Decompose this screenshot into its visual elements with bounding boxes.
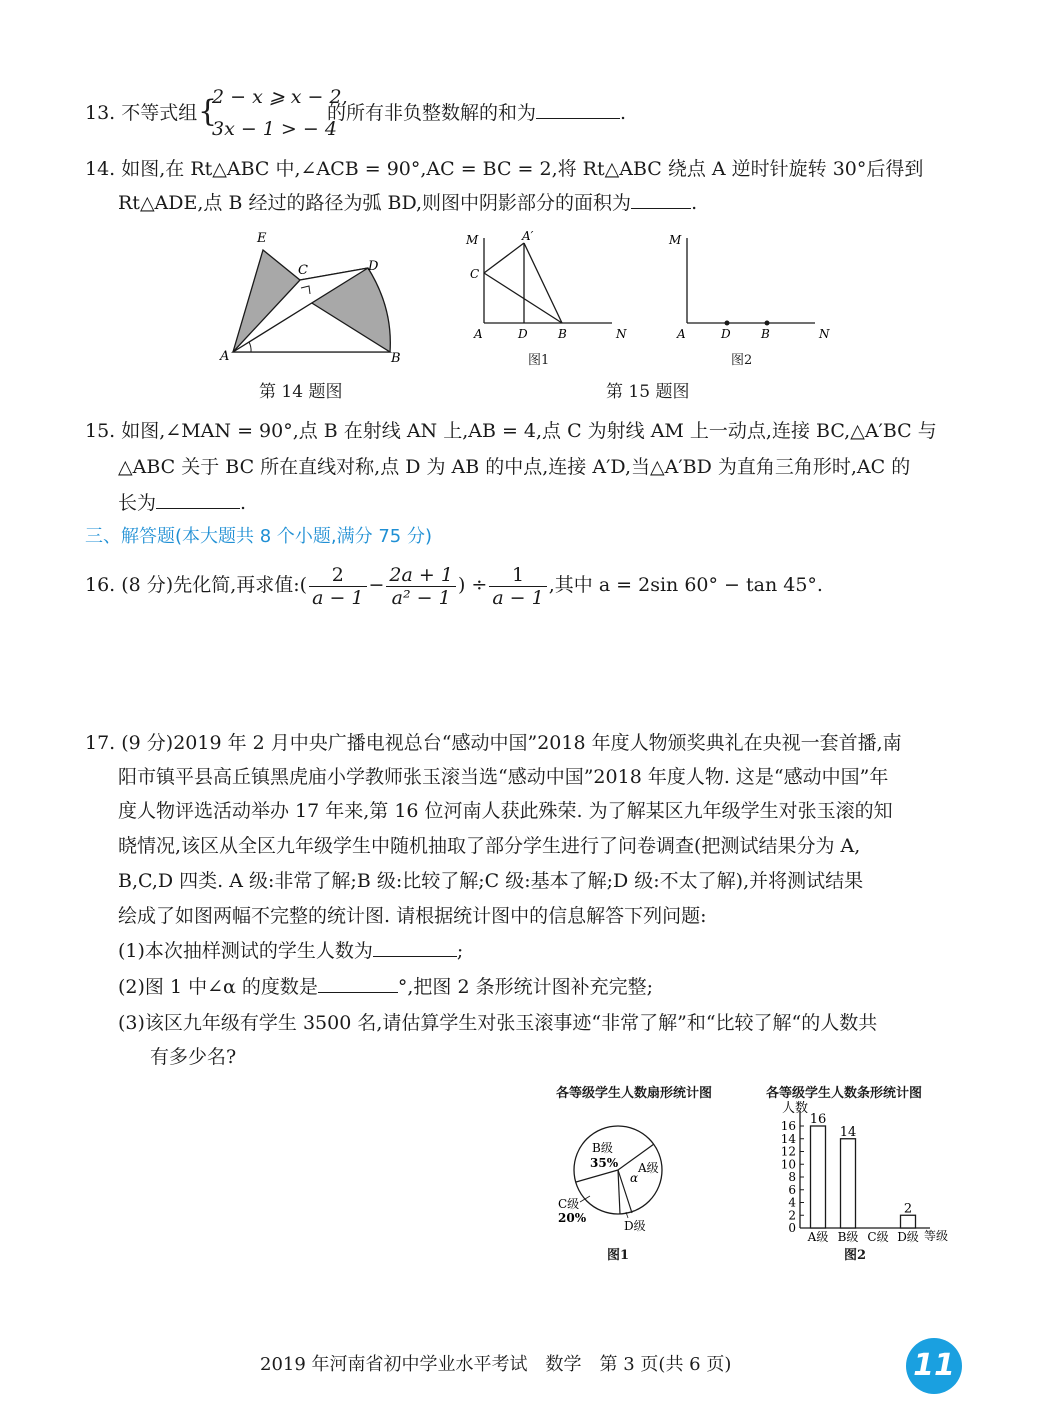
q15-text-1: 如图,∠MAN = 90°,点 B 在射线 AN 上,AB = 4,点 C 为射线 AM 上一动点,连接 BC,△A′BC 与 xyxy=(121,420,937,442)
q14-line-2 xyxy=(118,190,697,216)
bar-chart-bars xyxy=(810,1112,916,1228)
fig15-fig2-caption: 图2 xyxy=(731,353,753,368)
bar-data-label-2: 14 xyxy=(839,1124,857,1140)
fig14-label-B: B xyxy=(391,351,401,366)
x-category-label-1: A级 xyxy=(807,1230,829,1244)
footer-text: 2019 年河南省初中学业水平考试 数学 第 3 页(共 6 页) xyxy=(260,1354,732,1375)
y-tick-label: 16 xyxy=(780,1119,796,1133)
pie-chart xyxy=(550,1112,700,1232)
q17-line-2: 阳市镇平县高丘镇黑虎庙小学教师张玉滚当选“感动中国”2018 年度人物. 这是“感动中国”年 xyxy=(118,766,889,788)
fig15-1-label-D: D xyxy=(518,327,528,341)
fraction-2 xyxy=(386,564,456,609)
fraction-2-denominator: a² − 1 xyxy=(391,586,451,609)
brace: { xyxy=(198,94,218,129)
fig15-2-label-N: N xyxy=(819,327,830,341)
y-tick-label: 6 xyxy=(788,1182,796,1197)
q13-line xyxy=(85,100,197,126)
fig15-2-label-D: D xyxy=(721,327,731,341)
pie-label-B-pct: 35% xyxy=(590,1156,619,1170)
q17-sub-1 xyxy=(118,938,463,964)
fig15-1-label-C: C xyxy=(470,267,480,281)
fraction-1-denominator: a − 1 xyxy=(312,586,364,609)
y-tick-label: 8 xyxy=(788,1170,796,1184)
q13-suffix-text: 的所有非负整数解的和为 xyxy=(327,102,537,124)
x-category-label-4: D级 xyxy=(897,1230,919,1244)
q17-sub-3-line-1: (3)该区九年级有学生 3500 名,请估算学生对张玉滚事迹“非常了解”和“比较了解“的人数共 xyxy=(118,1012,878,1034)
q13-number: 13. xyxy=(85,102,116,124)
bar-2 xyxy=(841,1139,856,1228)
q17-line-4: 晓情况,该区从全区九年级学生中随机抽取了部分学生进行了问卷调查(把测试结果分为 A, xyxy=(118,835,861,857)
q17-line-6: 绘成了如图两幅不完整的统计图. 请根据统计图中的信息解答下列问题: xyxy=(118,905,707,927)
pie-label-D: D级 xyxy=(624,1219,646,1232)
pie-label-alpha: α xyxy=(630,1171,639,1185)
bar-chart-xlabels xyxy=(807,1230,919,1244)
figure-15-1 xyxy=(462,228,637,353)
fig15-fig1-caption: 图1 xyxy=(528,353,550,368)
q14-text-2: Rt△ADE,点 B 经过的路径为弧 BD,则图中阴影部分的面积为 xyxy=(118,192,632,214)
fig15-1-label-M: M xyxy=(466,233,479,247)
fraction-2-numerator: 2a + 1 xyxy=(386,564,456,587)
y-tick-label: 2 xyxy=(788,1208,796,1223)
fig15-1-label-B: B xyxy=(558,327,567,341)
y-tick-label: 0 xyxy=(788,1221,796,1235)
y-tick-label: 12 xyxy=(780,1144,796,1159)
y-tick-label: 4 xyxy=(788,1195,796,1210)
fig15-1-label-N: N xyxy=(616,327,627,341)
q17-sub-2-text-b: °,把图 2 条形统计图补充完整; xyxy=(397,976,653,998)
fig14-label-D: D xyxy=(368,259,379,274)
q15-end: . xyxy=(240,492,247,514)
minus-sign: − xyxy=(368,574,385,596)
fig15-2-label-A: A xyxy=(677,327,686,341)
page-number-badge: 11 xyxy=(906,1338,962,1394)
q16-line xyxy=(85,560,823,610)
fig14-caption: 第 14 题图 xyxy=(259,382,343,402)
q17-sub-1-text: (1)本次抽样测试的学生人数为 xyxy=(118,940,373,962)
fraction-3-denominator: a − 1 xyxy=(492,586,544,609)
y-tick-label: 10 xyxy=(780,1157,796,1172)
bar-chart-xlabel: 等级 xyxy=(924,1229,949,1243)
q17-text-1: (9 分)2019 年 2 月中央广播电视总台“感动中国”2018 年度人物颁奖典礼在央视一套首播,南 xyxy=(121,732,902,754)
q16-suffix: ,其中 a = 2sin 60° − tan 45°. xyxy=(548,574,823,596)
q17-line-3: 度人物评选活动举办 17 年来,第 16 位河南人获此殊荣. 为了解某区九年级学生对张玉滚的知 xyxy=(118,800,893,822)
fig15-1-label-A-prime: A′ xyxy=(522,229,534,243)
q17-line-5: B,C,D 四类. A 级:非常了解;B 级:比较了解;C 级:基本了解;D 级:不太了解),并将测试结果 xyxy=(118,870,864,892)
bar-4 xyxy=(901,1215,916,1228)
q14-line-1 xyxy=(85,156,923,182)
pie-label-B: B级 xyxy=(592,1141,613,1155)
x-category-label-2: B级 xyxy=(837,1230,859,1244)
q17-sub-3-line-2: 有多少名? xyxy=(150,1046,237,1068)
q17-number: 17. xyxy=(85,732,116,754)
q13-end: . xyxy=(620,102,627,124)
q15-text-2: △ABC 关于 BC 所在直线对称,点 D 为 AB 的中点,连接 A′D,当△A′BD 为直角三角形时,AC 的 xyxy=(118,456,911,478)
q14-answer-blank[interactable] xyxy=(631,190,691,209)
bar-chart-caption: 图2 xyxy=(844,1248,867,1263)
inequality-2: 3x − 1 > − 4 xyxy=(212,118,337,140)
bar-1 xyxy=(811,1126,826,1228)
q17-sub-1-end: ; xyxy=(456,940,464,962)
fraction-3 xyxy=(489,564,546,609)
fig15-2-label-M: M xyxy=(669,233,682,247)
pie-chart-caption: 图1 xyxy=(607,1248,630,1263)
q13-prefix: 不等式组 xyxy=(121,102,198,124)
bar-chart-ylabel: 人数 xyxy=(782,1101,809,1116)
q15-line-2 xyxy=(118,454,910,480)
fig14-label-A: A xyxy=(220,349,230,364)
q17-sub-2-text-a: (2)图 1 中∠α 的度数是 xyxy=(118,976,318,998)
fig15-2-label-B: B xyxy=(761,327,770,341)
q16-prefix: (8 分)先化简,再求值:( xyxy=(121,574,308,596)
q17-sub-2-blank[interactable] xyxy=(318,974,398,993)
q15-number: 15. xyxy=(85,420,116,442)
x-category-label-3: C级 xyxy=(867,1230,889,1244)
q15-line-3 xyxy=(118,490,246,516)
q17-line-1 xyxy=(85,730,902,756)
division-sign: ) ÷ xyxy=(457,574,488,596)
bar-data-label-4: 2 xyxy=(903,1201,913,1217)
fig14-label-E: E xyxy=(257,231,267,246)
fraction-3-numerator: 1 xyxy=(489,564,546,587)
bar-chart xyxy=(760,1098,970,1244)
y-tick-label: 14 xyxy=(780,1131,796,1146)
q15-line-1 xyxy=(85,418,937,444)
q14-end: . xyxy=(691,192,698,214)
pie-label-A: A级 xyxy=(638,1161,659,1175)
fig15-1-label-A: A xyxy=(474,327,483,341)
pie-label-C-pct: 20% xyxy=(558,1211,587,1225)
q13-suffix xyxy=(327,100,626,126)
q16-number: 16. xyxy=(85,574,116,596)
q15-text-3: 长为 xyxy=(118,492,157,514)
q15-answer-blank[interactable] xyxy=(156,490,240,509)
q17-sub-1-blank[interactable] xyxy=(373,938,457,957)
inequality-1: 2 − x ⩾ x − 2, xyxy=(212,86,348,108)
fraction-1-numerator: 2 xyxy=(309,564,366,587)
pie-chart-title: 各等级学生人数扇形统计图 xyxy=(556,1086,713,1101)
q17-sub-2 xyxy=(118,974,653,1000)
section-heading: 三、解答题(本大题共 8 个小题,满分 75 分) xyxy=(85,526,433,547)
fraction-1 xyxy=(309,564,366,609)
fig15-caption: 第 15 题图 xyxy=(606,382,690,402)
bar-data-label-1: 16 xyxy=(809,1112,827,1127)
fig14-label-C: C xyxy=(298,263,308,278)
q14-number: 14. xyxy=(85,158,116,180)
bar-chart-title: 各等级学生人数条形统计图 xyxy=(766,1086,923,1101)
figure-15-2 xyxy=(665,228,840,353)
q14-text-1: 如图,在 Rt△ABC 中,∠ACB = 90°,AC = BC = 2,将 Rt△ABC 绕点 A 逆时针旋转 30°后得到 xyxy=(121,158,924,180)
figure-14 xyxy=(215,228,415,373)
q13-answer-blank[interactable] xyxy=(536,100,620,119)
pie-label-C: C级 xyxy=(558,1197,580,1211)
